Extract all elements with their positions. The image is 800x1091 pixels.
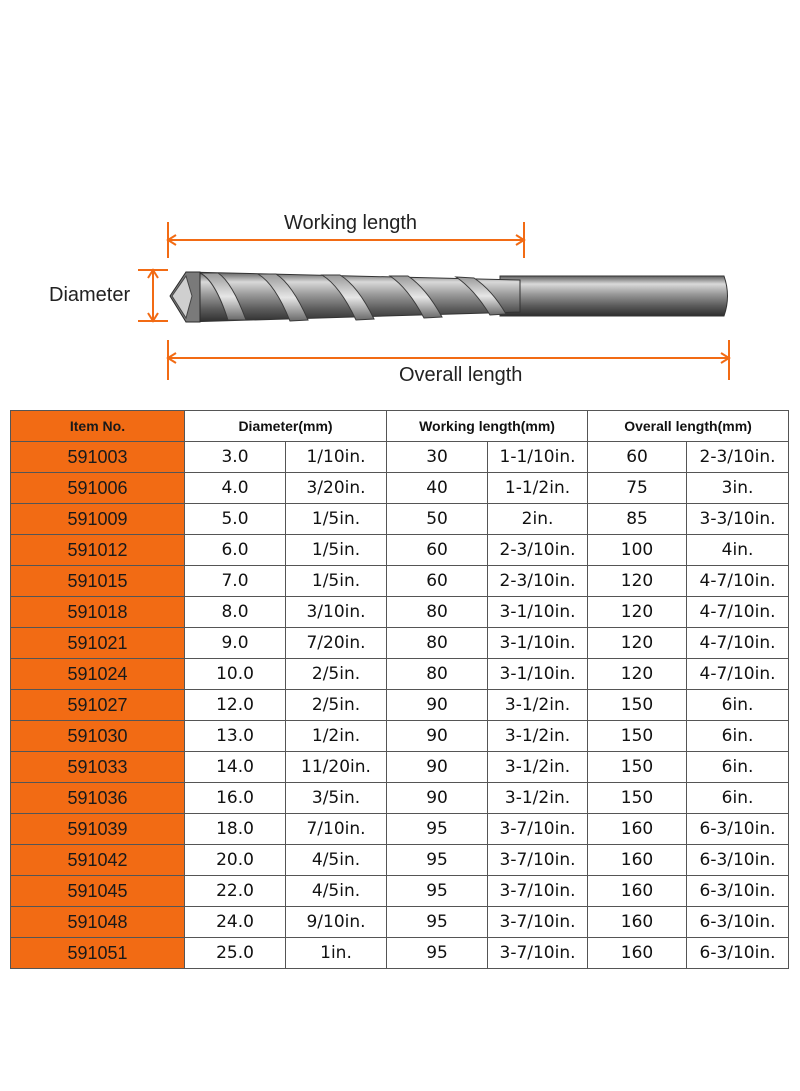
- table-row: [11, 690, 789, 721]
- working-mm-cell: 30: [387, 442, 488, 473]
- diameter-mm-cell: 9.0: [185, 628, 286, 659]
- overall-mm-cell: 160: [588, 845, 687, 876]
- working-mm-cell: 90: [387, 783, 488, 814]
- overall-mm-cell: 160: [588, 876, 687, 907]
- diameter-mm-cell: 5.0: [185, 504, 286, 535]
- working-in-cell: 3-1/2in.: [488, 721, 588, 752]
- diameter-mm-cell: 16.0: [185, 783, 286, 814]
- overall-mm-cell: 150: [588, 752, 687, 783]
- table-row: [11, 907, 789, 938]
- drill-bit-illustration: [0, 0, 800, 400]
- item-no-cell: 591018: [11, 597, 185, 628]
- drill-bit-diagram: [0, 0, 800, 400]
- item-no-cell: 591027: [11, 690, 185, 721]
- overall-in-cell: 4-7/10in.: [687, 597, 789, 628]
- table-row: [11, 535, 789, 566]
- overall-in-cell: 6in.: [687, 721, 789, 752]
- working-in-cell: 1-1/10in.: [488, 442, 588, 473]
- working-mm-cell: 95: [387, 814, 488, 845]
- diameter-mm-cell: 24.0: [185, 907, 286, 938]
- working-in-cell: 3-7/10in.: [488, 845, 588, 876]
- table-row: [11, 783, 789, 814]
- diameter-in-cell: 1/2in.: [286, 721, 387, 752]
- working-in-cell: 3-7/10in.: [488, 876, 588, 907]
- table-row: [11, 566, 789, 597]
- overall-in-cell: 4-7/10in.: [687, 566, 789, 597]
- diameter-mm-cell: 10.0: [185, 659, 286, 690]
- overall-mm-cell: 60: [588, 442, 687, 473]
- working-mm-cell: 95: [387, 938, 488, 969]
- header-working-length: Working length(mm): [387, 411, 588, 442]
- diameter-mm-cell: 3.0: [185, 442, 286, 473]
- overall-in-cell: 2-3/10in.: [687, 442, 789, 473]
- item-no-cell: 591045: [11, 876, 185, 907]
- overall-in-cell: 6-3/10in.: [687, 814, 789, 845]
- working-in-cell: 3-1/2in.: [488, 752, 588, 783]
- header-overall-length: Overall length(mm): [588, 411, 789, 442]
- overall-mm-cell: 160: [588, 814, 687, 845]
- overall-length-label: Overall length: [399, 364, 523, 386]
- diameter-mm-cell: 6.0: [185, 535, 286, 566]
- working-mm-cell: 80: [387, 628, 488, 659]
- table-row: [11, 659, 789, 690]
- overall-in-cell: 6-3/10in.: [687, 845, 789, 876]
- working-mm-cell: 95: [387, 907, 488, 938]
- overall-mm-cell: 85: [588, 504, 687, 535]
- diameter-mm-cell: 25.0: [185, 938, 286, 969]
- working-mm-cell: 60: [387, 535, 488, 566]
- diameter-mm-cell: 13.0: [185, 721, 286, 752]
- diameter-mm-cell: 4.0: [185, 473, 286, 504]
- diameter-in-cell: 3/10in.: [286, 597, 387, 628]
- overall-in-cell: 4-7/10in.: [687, 659, 789, 690]
- table-row: [11, 628, 789, 659]
- item-no-cell: 591048: [11, 907, 185, 938]
- diameter-mm-cell: 8.0: [185, 597, 286, 628]
- item-no-cell: 591024: [11, 659, 185, 690]
- table-row: [11, 473, 789, 504]
- table-header-row: [11, 411, 789, 442]
- overall-mm-cell: 120: [588, 597, 687, 628]
- working-in-cell: 3-1/10in.: [488, 659, 588, 690]
- overall-mm-cell: 150: [588, 721, 687, 752]
- diameter-in-cell: 3/5in.: [286, 783, 387, 814]
- working-mm-cell: 90: [387, 690, 488, 721]
- diameter-mm-cell: 18.0: [185, 814, 286, 845]
- overall-mm-cell: 150: [588, 783, 687, 814]
- table-row: [11, 442, 789, 473]
- diameter-mm-cell: 14.0: [185, 752, 286, 783]
- working-mm-cell: 60: [387, 566, 488, 597]
- working-mm-cell: 50: [387, 504, 488, 535]
- overall-in-cell: 3in.: [687, 473, 789, 504]
- item-no-cell: 591051: [11, 938, 185, 969]
- item-no-cell: 591009: [11, 504, 185, 535]
- diameter-in-cell: 1/5in.: [286, 566, 387, 597]
- diameter-in-cell: 1/5in.: [286, 504, 387, 535]
- table-row: [11, 814, 789, 845]
- diameter-in-cell: 7/20in.: [286, 628, 387, 659]
- overall-in-cell: 4-7/10in.: [687, 628, 789, 659]
- overall-in-cell: 6-3/10in.: [687, 938, 789, 969]
- overall-in-cell: 6-3/10in.: [687, 907, 789, 938]
- table-row: [11, 845, 789, 876]
- item-no-cell: 591003: [11, 442, 185, 473]
- item-no-cell: 591030: [11, 721, 185, 752]
- working-in-cell: 3-7/10in.: [488, 814, 588, 845]
- overall-in-cell: 4in.: [687, 535, 789, 566]
- working-length-label: Working length: [284, 212, 418, 234]
- item-no-cell: 591006: [11, 473, 185, 504]
- item-no-cell: 591012: [11, 535, 185, 566]
- working-in-cell: 3-1/10in.: [488, 597, 588, 628]
- table-row: [11, 938, 789, 969]
- diameter-mm-cell: 22.0: [185, 876, 286, 907]
- overall-mm-cell: 120: [588, 628, 687, 659]
- diameter-in-cell: 11/20in.: [286, 752, 387, 783]
- working-mm-cell: 95: [387, 845, 488, 876]
- diameter-in-cell: 2/5in.: [286, 659, 387, 690]
- overall-mm-cell: 150: [588, 690, 687, 721]
- overall-mm-cell: 160: [588, 938, 687, 969]
- table-row: [11, 721, 789, 752]
- header-diameter: Diameter(mm): [185, 411, 387, 442]
- overall-mm-cell: 120: [588, 566, 687, 597]
- working-in-cell: 3-1/2in.: [488, 783, 588, 814]
- item-no-cell: 591033: [11, 752, 185, 783]
- working-in-cell: 2in.: [488, 504, 588, 535]
- overall-in-cell: 6in.: [687, 752, 789, 783]
- working-in-cell: 3-7/10in.: [488, 907, 588, 938]
- diameter-in-cell: 2/5in.: [286, 690, 387, 721]
- header-item-no: Item No.: [11, 411, 185, 442]
- diameter-in-cell: 4/5in.: [286, 876, 387, 907]
- overall-in-cell: 3-3/10in.: [687, 504, 789, 535]
- diameter-in-cell: 1/5in.: [286, 535, 387, 566]
- overall-in-cell: 6in.: [687, 783, 789, 814]
- diameter-in-cell: 1in.: [286, 938, 387, 969]
- working-mm-cell: 95: [387, 876, 488, 907]
- table-row: [11, 752, 789, 783]
- diameter-in-cell: 1/10in.: [286, 442, 387, 473]
- item-no-cell: 591042: [11, 845, 185, 876]
- specification-table: [10, 410, 789, 969]
- working-mm-cell: 80: [387, 597, 488, 628]
- working-in-cell: 3-1/10in.: [488, 628, 588, 659]
- diameter-mm-cell: 20.0: [185, 845, 286, 876]
- overall-mm-cell: 120: [588, 659, 687, 690]
- diameter-in-cell: 9/10in.: [286, 907, 387, 938]
- working-in-cell: 1-1/2in.: [488, 473, 588, 504]
- drill-bit: [170, 272, 728, 322]
- working-in-cell: 3-7/10in.: [488, 938, 588, 969]
- diameter-dimension: [138, 270, 168, 321]
- diameter-label: Diameter: [49, 284, 131, 306]
- table-row: [11, 876, 789, 907]
- overall-mm-cell: 100: [588, 535, 687, 566]
- diameter-in-cell: 4/5in.: [286, 845, 387, 876]
- diameter-mm-cell: 7.0: [185, 566, 286, 597]
- item-no-cell: 591015: [11, 566, 185, 597]
- overall-in-cell: 6in.: [687, 690, 789, 721]
- overall-in-cell: 6-3/10in.: [687, 876, 789, 907]
- working-mm-cell: 90: [387, 721, 488, 752]
- working-in-cell: 2-3/10in.: [488, 566, 588, 597]
- diameter-mm-cell: 12.0: [185, 690, 286, 721]
- table-row: [11, 504, 789, 535]
- overall-mm-cell: 160: [588, 907, 687, 938]
- working-in-cell: 3-1/2in.: [488, 690, 588, 721]
- overall-mm-cell: 75: [588, 473, 687, 504]
- item-no-cell: 591021: [11, 628, 185, 659]
- working-mm-cell: 80: [387, 659, 488, 690]
- item-no-cell: 591039: [11, 814, 185, 845]
- working-mm-cell: 40: [387, 473, 488, 504]
- diameter-in-cell: 3/20in.: [286, 473, 387, 504]
- table-row: [11, 597, 789, 628]
- item-no-cell: 591036: [11, 783, 185, 814]
- diameter-in-cell: 7/10in.: [286, 814, 387, 845]
- working-in-cell: 2-3/10in.: [488, 535, 588, 566]
- working-mm-cell: 90: [387, 752, 488, 783]
